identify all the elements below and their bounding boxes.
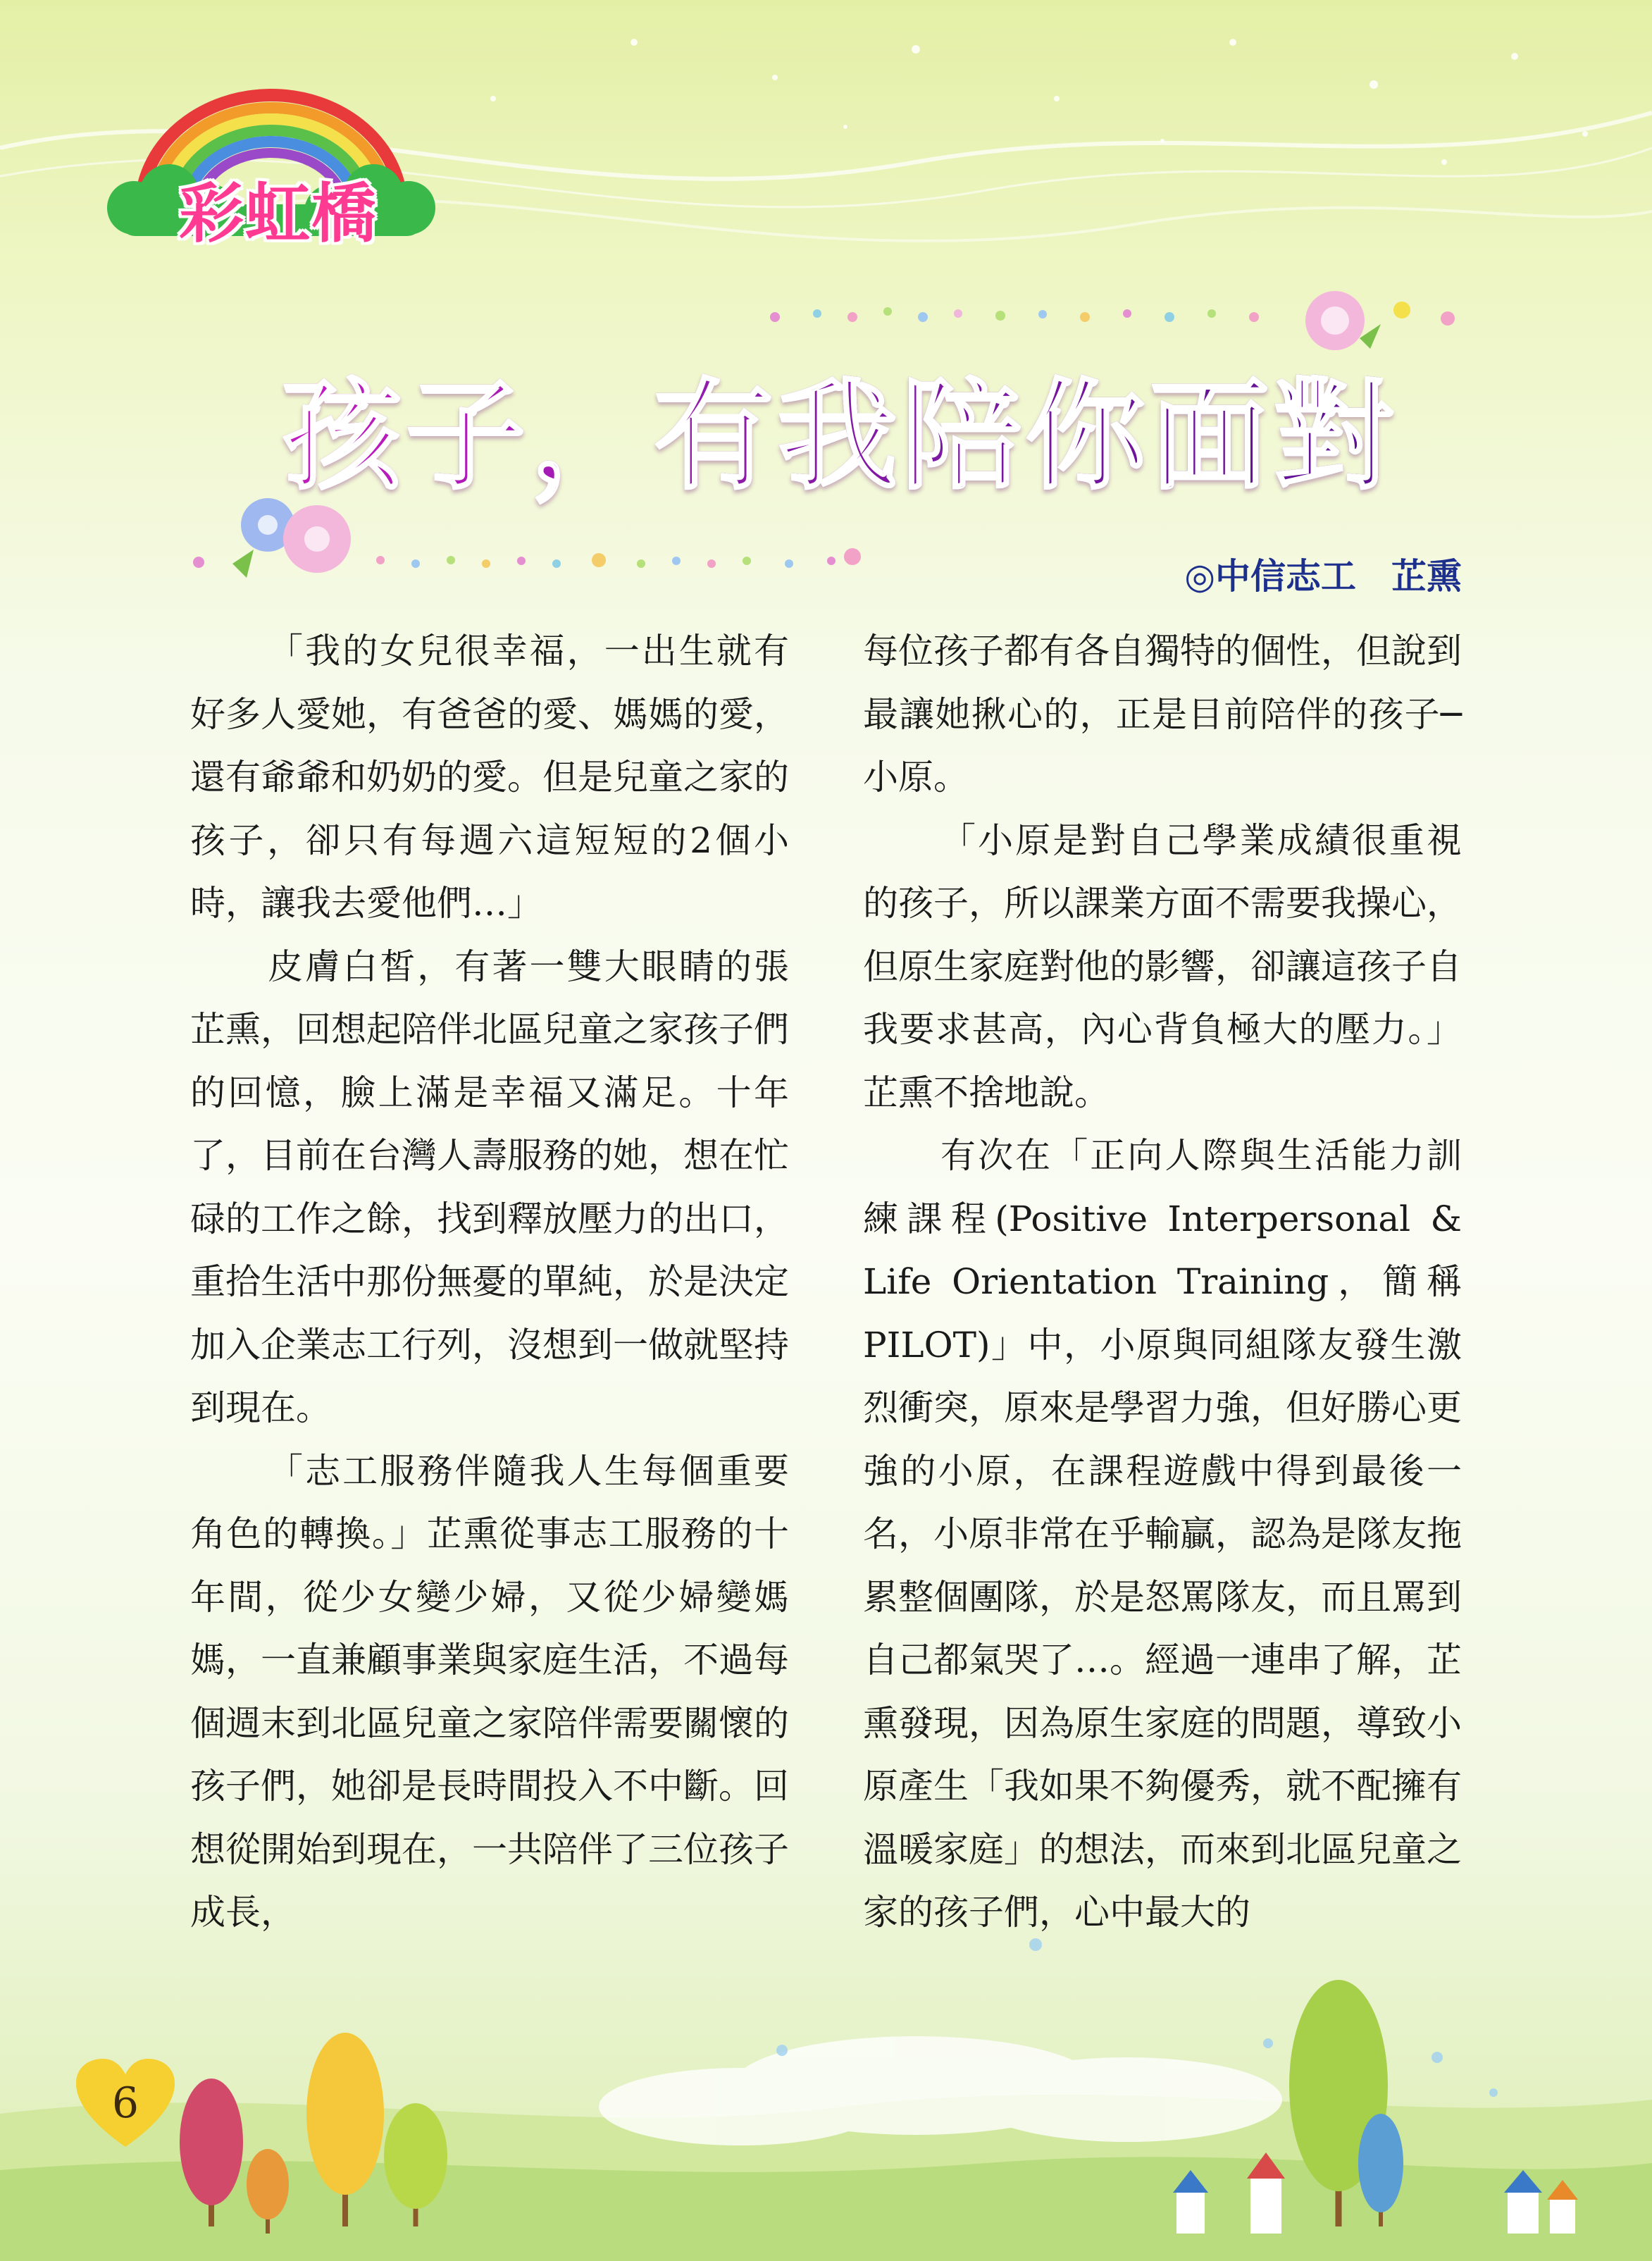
- section-logo: [106, 67, 437, 257]
- paragraph: 有次在「正向人際與生活能力訓練課程(Positive Interpersonal & Life Orientation Training，簡稱PILOT)」中，小原與同組隊友發生激烈衝突，原來是學習力強，但好勝心更強的小原，在課程遊戲中得到最後一名，小原非常在乎輸贏，認為是隊友拖累整個團隊，於是怒罵隊友，而且罵到自己都氣哭了…。經過一連串了解，芷熏發現，因為原生家庭的問題，導致小原產生「我如果不夠優秀，就不配擁有溫暖家庭」的想法，而來到北區兒童之家的孩子們，心中最大的: [863, 1135, 1462, 1933]
- right-column: [863, 620, 1462, 1945]
- paragraph: 「志工服務伴隨我人生每個重要角色的轉換。」芷熏從事志工服務的十年間，從少女變少婦，又從少婦變媽媽，一直兼顧事業與家庭生活，不過每個週末到北區兒童之家陪伴需要關懷的孩子們，她卻是長時間投入不中斷。回想從開始到現在，一共陪伴了三位孩子成長，: [190, 1450, 789, 1933]
- paragraph: 「我的女兒很幸福，一出生就有好多人愛她，有爸爸的愛、媽媽的愛，還有爺爺和奶奶的愛。但是兒童之家的孩子，卻只有每週六這短短的2個小時，讓我去愛他們…」: [190, 631, 789, 924]
- paragraph: 「小原是對自己學業成績很重視的孩子，所以課業方面不需要我操心，但原生家庭對他的影響，卻讓這孩子自我要求甚高，內心背負極大的壓力。」芷熏不捨地說。: [863, 819, 1462, 1113]
- paragraph: 每位孩子都有各自獨特的個性，但說到最讓她揪心的，正是目前陪伴的孩子─小原。: [863, 631, 1462, 798]
- left-column: [190, 620, 789, 1945]
- section-logo-text: 彩虹橋: [178, 176, 378, 252]
- page-number-text: 6: [111, 2079, 139, 2128]
- page-number: [76, 2059, 175, 2150]
- byline: ◎中信志工 芷熏: [1184, 556, 1462, 597]
- article-title: 孩子，有我陪你面對: [282, 367, 1398, 507]
- paragraph: 皮膚白皙，有著一雙大眼睛的張芷熏，回想起陪伴北區兒童之家孩子們的回憶，臉上滿是幸福又滿足。十年了，目前在台灣人壽服務的她，想在忙碌的工作之餘，找到釋放壓力的出口，重拾生活中那份無憂的單純，於是決定加入企業志工行列，沒想到一做就堅持到現在。: [190, 946, 789, 1428]
